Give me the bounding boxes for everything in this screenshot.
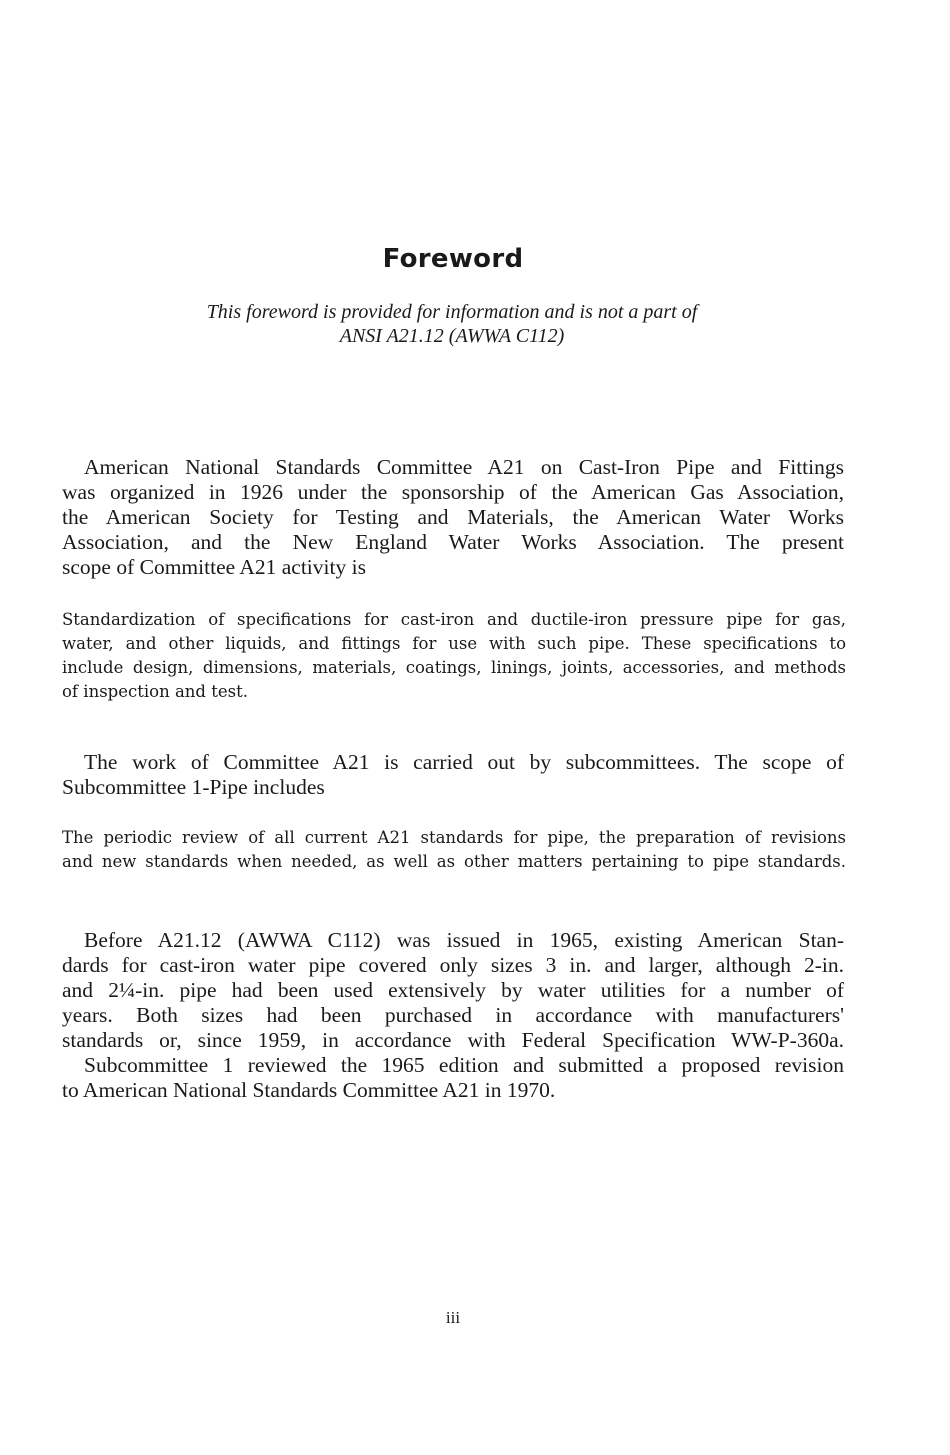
text-line: American National Standards Committee A21 on Cast-Iron Pipe and Fittings	[84, 455, 844, 479]
text-line: include design, dimensions, materials, coatings, linings, joints, accessories, and methods	[62, 658, 846, 677]
text-line: Before A21.12 (AWWA C112) was issued in 1965, existing American Stan-	[84, 928, 844, 952]
disclaimer-line: ANSI A21.12 (AWWA C112)	[339, 325, 565, 347]
text-line: to American National Standards Committee A21 in 1970.	[62, 1078, 556, 1102]
text-line: and 2¼-in. pipe had been used extensively by water utilities for a number of	[62, 978, 844, 1002]
text-line: years. Both sizes had been purchased in accordance with manufacturers'	[62, 1003, 844, 1027]
foreword-disclaimer	[150, 300, 754, 348]
text-line: and new standards when needed, as well as other matters pertaining to pipe standards.	[62, 852, 846, 871]
paragraph-committee-history	[62, 455, 844, 580]
paragraph-revision-history	[62, 928, 844, 1103]
text-line: Subcommittee 1-Pipe includes	[62, 775, 325, 799]
text-line: Standardization of specifications for cast-iron and ductile-iron pressure pipe for gas,	[62, 610, 846, 629]
text-line: The periodic review of all current A21 standards for pipe, the preparation of revisions	[62, 828, 846, 847]
scope-subcommittee-1-block	[62, 826, 846, 874]
page-title: Foreword	[382, 244, 524, 274]
text-line: dards for cast-iron water pipe covered only sizes 3 in. and larger, although 2-in.	[62, 953, 844, 977]
text-line: scope of Committee A21 activity is	[62, 555, 366, 579]
text-line: the American Society for Testing and Materials, the American Water Works	[62, 505, 844, 529]
text-line: was organized in 1926 under the sponsorship of the American Gas Association,	[62, 480, 844, 504]
text-line: Association, and the New England Water Works Association. The present	[62, 530, 844, 554]
text-line: water, and other liquids, and fittings for use with such pipe. These specifications to	[62, 634, 846, 653]
text-line: of inspection and test.	[62, 682, 248, 701]
page-number: iii	[445, 1308, 461, 1327]
text-line: Subcommittee 1 reviewed the 1965 edition and submitted a proposed revision	[84, 1053, 844, 1077]
disclaimer-line: This foreword is provided for information and is not a part of	[206, 301, 698, 323]
scope-a21-block	[62, 608, 846, 704]
text-line: The work of Committee A21 is carried out by subcommittees. The scope of	[84, 750, 844, 774]
text-line: standards or, since 1959, in accordance with Federal Specification WW-P-360a.	[62, 1028, 844, 1052]
paragraph-subcommittees	[62, 750, 844, 800]
